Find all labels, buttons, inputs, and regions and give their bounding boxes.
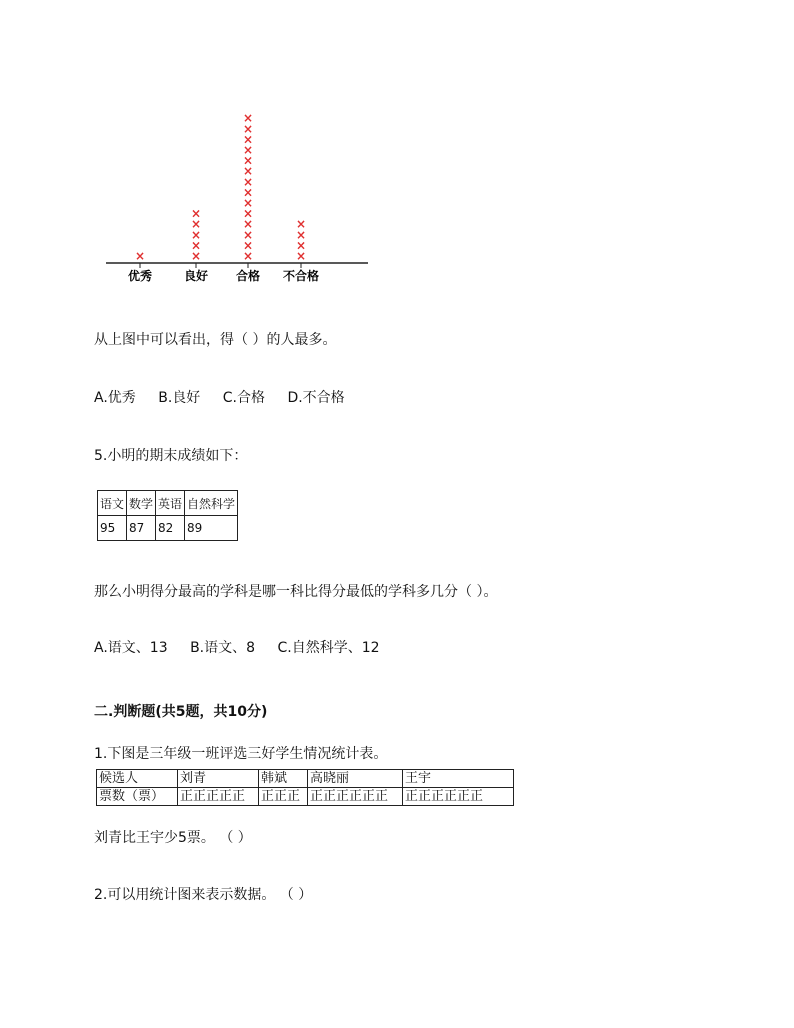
q5-options [94,638,398,658]
table-header-cell: 高晓丽 [308,770,403,788]
dot-mark: × [190,206,202,221]
dot-mark: × [295,217,307,232]
table-cell: 票数（票） [97,788,178,806]
table-header-cell: 候选人 [97,770,178,788]
table-cell: 82 [156,516,185,541]
dot-mark: × [242,196,254,210]
dot-mark: × [242,121,254,136]
table-header-cell: 英语 [156,491,185,516]
x-tick-label: 不合格 [282,269,320,283]
q5-intro: 5.小明的期末成绩如下： [94,448,248,464]
dot-mark: × [242,174,254,189]
dot-mark: × [242,111,254,126]
dot-mark: × [295,249,307,263]
dot-mark: × [242,164,254,179]
j1-statement: 刘青比王宇少5票。 （ ） [94,830,252,846]
table-row [98,516,238,541]
dot-mark: × [242,143,254,157]
table-header-cell: 语文 [98,491,127,516]
x-tick-label: 良好 [183,269,209,283]
dot-mark: × [190,217,202,232]
q4-option-a: A.优秀 [94,390,136,406]
q4-options [94,388,363,408]
table-cell: 正正正正正正 [403,788,514,806]
section-title: 二.判断题(共5题，共10分) [94,704,268,720]
dot-mark: × [242,227,254,242]
dot-mark: × [190,249,202,263]
table-cell: 89 [185,516,238,541]
dot-mark: × [134,249,146,263]
table-header-cell: 数学 [127,491,156,516]
table-header-cell: 刘青 [178,770,259,788]
dot-mark: × [295,227,307,242]
dot-mark: × [242,185,254,200]
q5-option-a: A.语文、13 [94,640,168,656]
vote-table [96,769,514,806]
dot-mark: × [295,238,307,253]
dot-mark: × [242,153,254,168]
score-table [97,490,238,541]
table-cell: 正正正正正正 [308,788,403,806]
q4-option-c: C.合格 [222,390,265,406]
x-tick-label: 优秀 [127,269,153,283]
table-row [98,491,238,516]
table-row [97,788,514,806]
dot-mark: × [190,227,202,242]
q4-option-d: D.不合格 [287,390,345,406]
table-cell: 87 [127,516,156,541]
table-header-cell: 自然科学 [185,491,238,516]
dot-mark: × [242,217,254,232]
table-row [97,770,514,788]
table-cell: 95 [98,516,127,541]
dot-mark: × [242,132,254,147]
dot-mark: × [242,249,254,263]
table-header-cell: 韩斌 [259,770,308,788]
q5-option-c: C.自然科学、12 [277,640,380,656]
q5-option-b: B.语文、8 [190,640,256,656]
q5-question: 那么小明得分最高的学科是哪一科比得分最低的学科多几分（ ）。 [94,584,498,600]
j1-intro: 1.下图是三年级一班评选三好学生情况统计表。 [94,746,388,762]
x-tick-label: 合格 [235,269,261,283]
dot-plot-chart [98,96,378,296]
q4-question: 从上图中可以看出，得（ ）的人最多。 [94,332,337,348]
table-cell: 正正正 [259,788,308,806]
dot-mark: × [190,238,202,253]
table-cell: 正正正正正 [178,788,259,806]
table-header-cell: 王宇 [403,770,514,788]
j2-statement: 2.可以用统计图来表示数据。 （ ） [94,887,313,903]
dot-mark: × [242,206,254,221]
q4-option-b: B.良好 [158,390,201,406]
dot-mark: × [242,238,254,253]
